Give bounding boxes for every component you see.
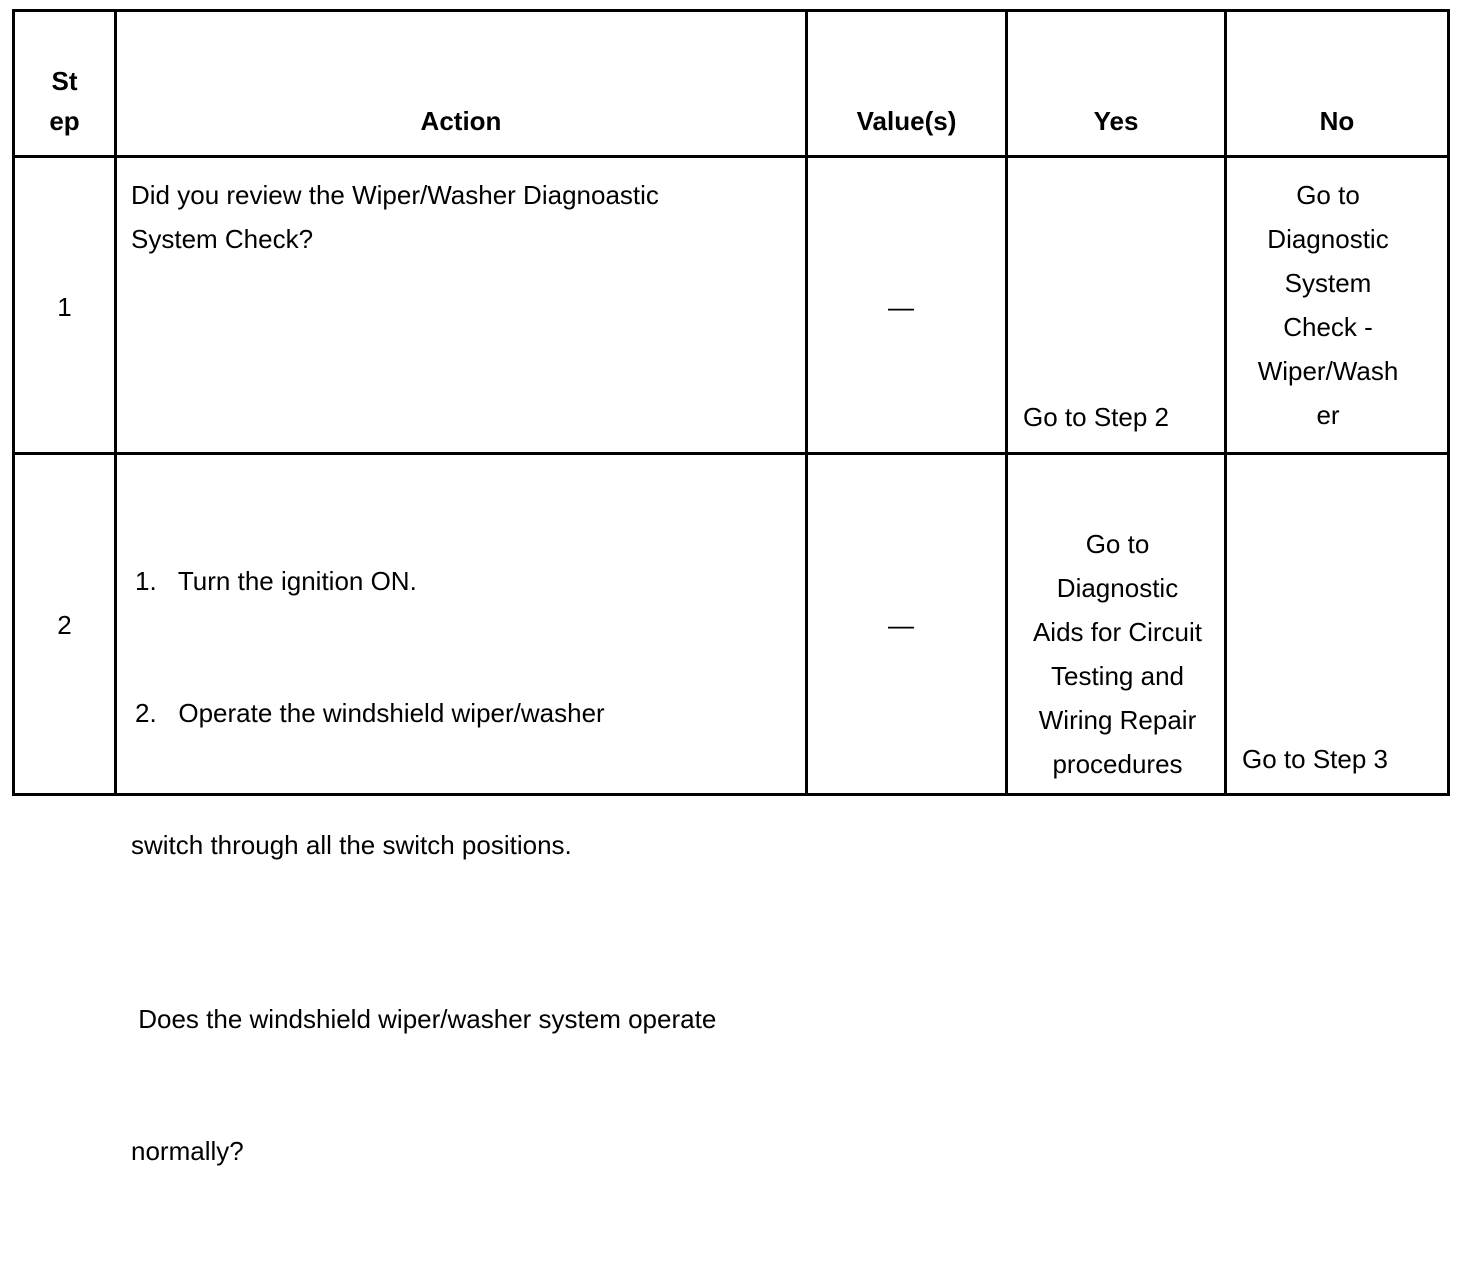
header-step-line1: St (51, 66, 78, 96)
row1-no-line1: Go to (1296, 180, 1360, 210)
row1-no-line6: er (1316, 400, 1340, 430)
row2-action-step2-cont: switch through all the switch positions. (131, 830, 572, 860)
row2-action-question-cont: normally? (131, 1136, 244, 1166)
row1-yes: Go to Step 2 (1023, 402, 1169, 432)
row2-yes-line3: Aids for Circuit (1032, 617, 1203, 647)
row2-yes-line4: Testing and (1051, 661, 1184, 691)
row1-value: — (888, 292, 914, 322)
row-divider (12, 452, 1450, 455)
row1-no-line3: System (1284, 268, 1372, 298)
table-border-right (1447, 9, 1450, 796)
row1-action-line2: System Check? (131, 224, 314, 254)
header-divider (12, 155, 1450, 158)
row2-yes (1008, 522, 1227, 786)
row2-yes-line1: Go to (1085, 529, 1150, 559)
row2-value: — (888, 610, 914, 640)
row1-action (131, 173, 659, 261)
row2-step: 2 (57, 610, 72, 640)
row2-yes-line2: Diagnostic (1056, 573, 1179, 603)
row2-yes-line5: Wiring Repair (1038, 705, 1197, 735)
row1-no (1227, 173, 1429, 437)
header-values: Value(s) (856, 106, 957, 136)
row1-no-line4: Check - (1283, 312, 1373, 342)
row1-no-line2: Diagnostic (1267, 224, 1389, 254)
diagnostic-table (12, 9, 1450, 1166)
row2-action (131, 471, 716, 1261)
header-yes: Yes (1093, 106, 1139, 136)
row2-action-step1: 1. Turn the ignition ON. (135, 566, 417, 596)
row1-step: 1 (57, 292, 72, 322)
row2-action-step2: 2. Operate the windshield wiper/washer (135, 698, 605, 728)
header-no: No (1319, 106, 1355, 136)
header-step-line2: ep (49, 106, 80, 136)
row1-action-line1: Did you review the Wiper/Washer Diagnoastic (131, 180, 659, 210)
header-step (15, 61, 114, 141)
header-action: Action (420, 106, 502, 136)
row2-yes-line6: procedures (1052, 749, 1183, 779)
table-border-top (12, 9, 1450, 12)
row2-no: Go to Step 3 (1242, 744, 1388, 774)
row2-action-question: Does the windshield wiper/washer system operate (131, 1004, 717, 1034)
row1-no-line5: Wiper/Wash (1257, 356, 1399, 386)
